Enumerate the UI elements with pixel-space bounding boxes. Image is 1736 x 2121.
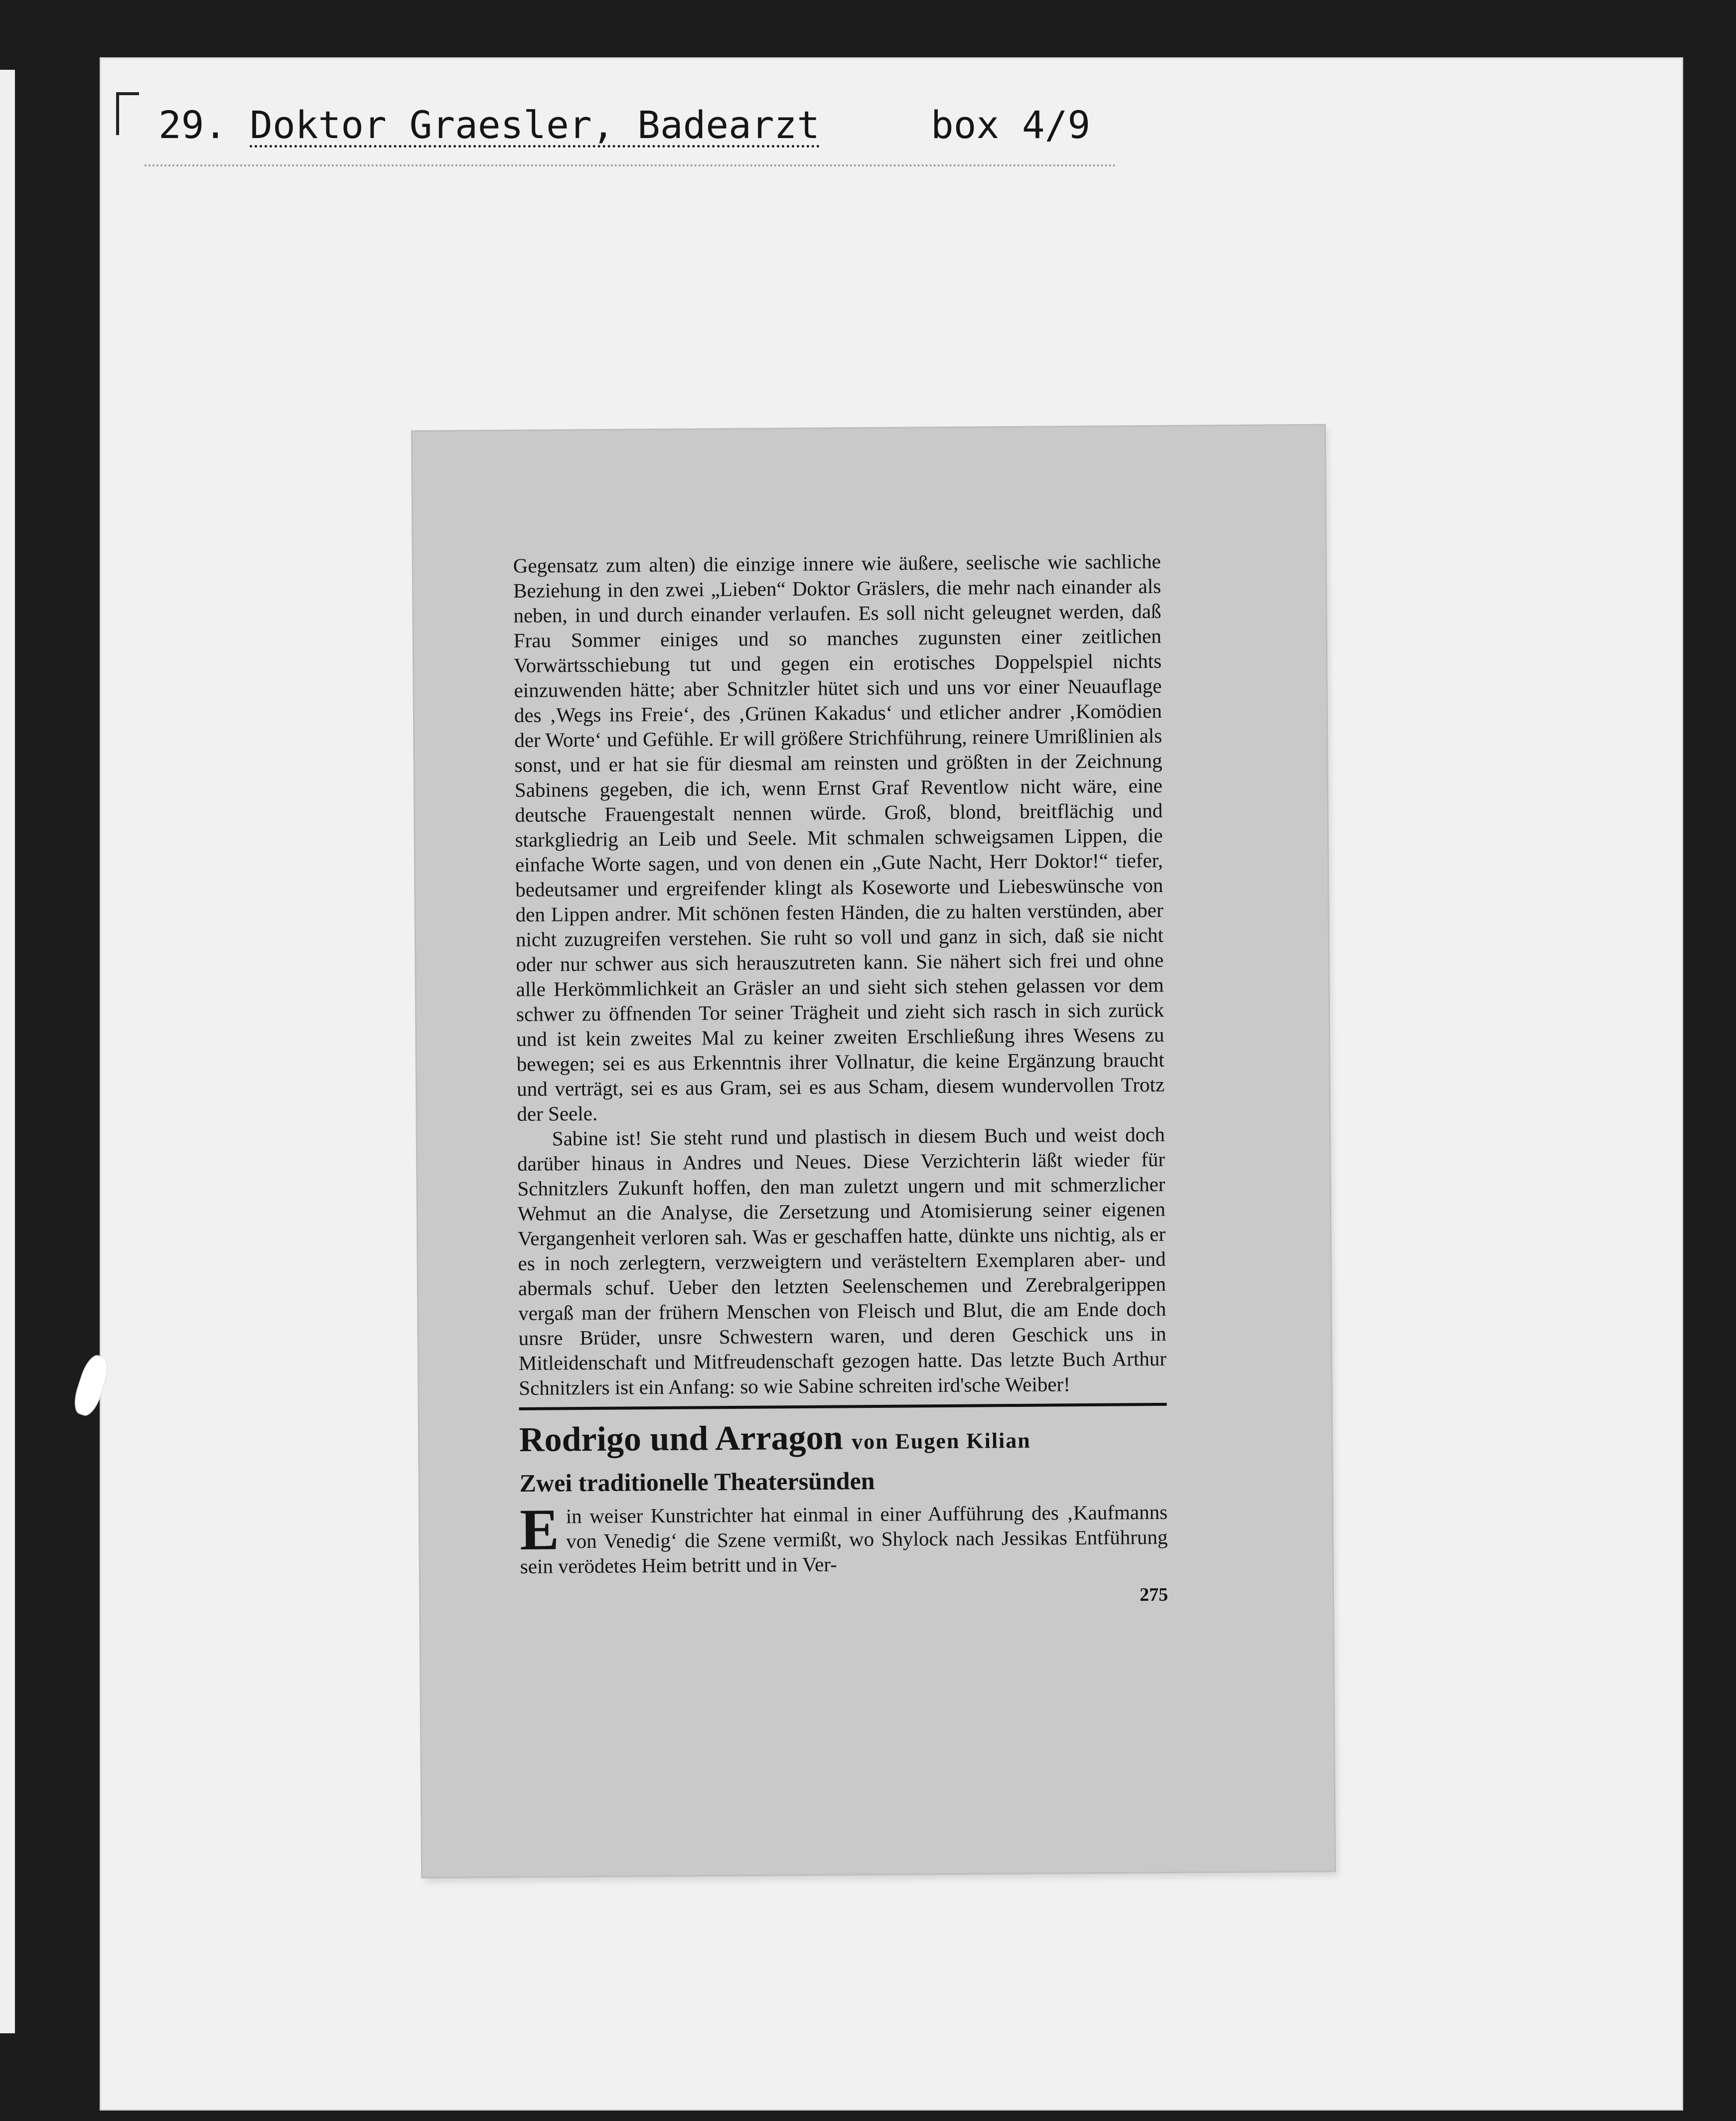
folder-number: 29. bbox=[158, 102, 227, 147]
article-divider bbox=[519, 1403, 1167, 1410]
page-number: 275 bbox=[1140, 1584, 1168, 1606]
article-author: von Eugen Kilian bbox=[851, 1428, 1031, 1454]
folder-title: Doktor Graesler, Badearzt bbox=[250, 102, 820, 147]
adjacent-sheet-edge bbox=[0, 70, 15, 2033]
box-reference: box 4/9 bbox=[931, 102, 1091, 147]
body-paragraph: Sabine ist! Sie steht rund und plastisch in diesem Buch und weist doch darüber hinaus in Andres und Neues. Diese Verzichterin läßt wieder für Schnitzlers Zukunft hoffen, den man zuletzt ungern und mit schmerzlicher Wehmut an die Analyse, die Zersetzung und Atomisierung seiner eigenen Vergangenheit verloren sah. Was er geschaffen hatte, dünkte uns nichtig, als er es in noch zerlegtern, verzweigtern und verästeltern Exemplaren aber- und abermals schuf. Ueber den letzten Seelenschemen und Zerebralgerippen vergaß man der frühern Menschen von Fleisch und Blut, die am Ende doch unsre Brüder, unsre Schwestern waren, und deren Geschick uns in Mitleidenschaft und Mitfreudenschaft gezogen hatte. Das letzte Buch Arthur Schnitzlers ist ein Anfang: so wie Sabine schreiten ird'sche Weiber! bbox=[517, 1122, 1167, 1399]
folder-label bbox=[158, 95, 1135, 154]
article-title: Rodrigo und Arragon bbox=[519, 1418, 843, 1459]
body-paragraph: Gegensatz zum alten) die einzige innere wie äußere, seelische wie sachliche Beziehung in den zwei „Lieben“ Doktor Gräslers, die mehr nach einander als neben, in und durch einander verlaufen. Es soll nicht geleugnet werden, daß Frau Sommer einiges und so manches zugunsten einer zeitlichen Vorwärtsschiebung tut und gegen ein erotisches Doppelspiel nichts einzuwenden hätte; aber Schnitzler hütet sich und uns vor einer Neuauflage des ‚Wegs ins Freie‘, des ‚Grünen Kakadus‘ und etlicher andrer ‚Komödien der Worte‘ und Gefühle. Er will größere Strichführung, reinere Umrißlinien als sonst, und er hat sie für diesmal am reinsten und größten in der Zeichnung Sabinens gegeben, die ich, wenn Ernst Graf Reventlow nicht wäre, eine deutsche Frauengestalt nennen würde. Groß, blond, breitflächig und starkgliedrig an Leib und Seele. Mit schmalen schweigsamen Lippen, die einfache Worte sagen, und von denen ein „Gute Nacht, Herr Doktor!“ tiefer, bedeutsamer und ergreifender klingt als Koseworte und Liebeswünsche von den Lippen andrer. Mit schönen festen Händen, die zu halten verstünden, aber nicht zuzugreifen verstehen. Sie ruht so voll und ganz in sich, daß sie nicht oder nur schwer aus sich herauszutreten kann. Sie nähert sich frei und ohne alle Herkömmlichkeit an Gräsler an und sieht sich stehen gelassen vor dem schwer zu öffnenden Tor seiner Trägheit und zieht sich rasch in sich zurück und ist kein zweites Mal zu keiner zweiten Erschließung ihres Wesens zu bewegen; sei es aus Erkenntnis ihrer Vollnatur, die keine Ergänzung braucht und verträgt, sei es aus Gram, sei es aus Scham, diesem wundervollen Trotz der Seele. bbox=[513, 549, 1165, 1125]
header-divider bbox=[145, 164, 1116, 166]
clipping-page bbox=[513, 549, 1168, 1612]
article-opening-text: in weiser Kunstrichter hat einmal in einer Aufführung des ‚Kaufmanns von Venedig‘ die Szene vermißt, wo Shylock nach Jessikas Entführung sein verödetes Heim betritt und in Ver- bbox=[520, 1500, 1168, 1578]
drop-cap: E bbox=[519, 1497, 560, 1562]
article-heading bbox=[519, 1415, 1167, 1465]
article-opening-paragraph bbox=[519, 1497, 1168, 1579]
article-subtitle: Zwei traditionelle Theatersünden bbox=[519, 1466, 875, 1497]
newspaper-clipping bbox=[413, 426, 1334, 1877]
corner-bracket-mark bbox=[116, 92, 139, 135]
